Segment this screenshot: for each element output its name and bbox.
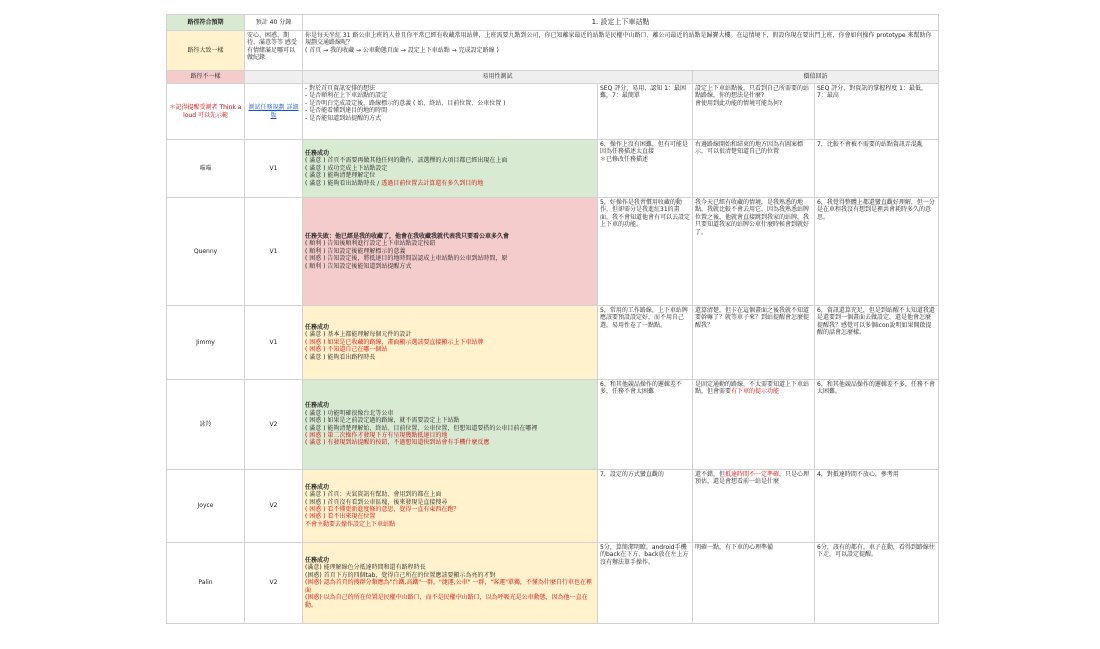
task-item: - 是否能看懂到達目的地的時間 — [305, 107, 388, 115]
seq2-answer: 6，資訊還算充足，但是到站醒不太知道我還是還要到一個畫面去做設定，還是他會怎麼提醒我？感覺可以多個icon說明如果開啟提醒的話會怎麼樣。 — [815, 306, 939, 380]
value-answer — [693, 140, 815, 198]
result-line-text: ( 滿意 ) 成功完成上下站點設定 — [305, 164, 388, 172]
prototype-version: V1 — [245, 140, 303, 198]
result-heading: 任務成功 — [305, 149, 330, 157]
path-different-label: 路徑不一樣 — [167, 71, 245, 84]
duration-cell: 預計 40 分鐘 — [245, 15, 303, 31]
result-line-text: ( 滿意 ) 首頁不需要再做其他任何的動作，該選擇的大項目都已經出現在上面 — [305, 157, 508, 165]
result-line-text: ( 困惑 ) 首頁沒有看到公車區塊，後來發現是直接搜尋 — [305, 498, 448, 506]
result-line-text: (滿意) 能理解綠色分抵達時間和還有路程時長 — [305, 564, 426, 572]
value-text: 右邊路線開始和結束的地方因為有圖案標示，可以很清楚知道自己的位置 — [695, 141, 804, 156]
result-line-text: ( 困惑 ) 不知道自己在哪一個站 — [305, 346, 388, 354]
result-line — [305, 491, 595, 498]
prototype-version: V1 — [245, 198, 303, 306]
value-text: 是固定通勤的路線，不太需要知道上下車站點，但會需要 — [695, 381, 810, 396]
result-line — [305, 521, 595, 528]
result-line-text: ( 滿意 ) 基本上都能理解每個元件的設計 — [305, 331, 412, 339]
result-line — [305, 410, 595, 417]
participant-row — [167, 306, 939, 380]
task-list — [303, 84, 598, 140]
seq2-question: SEQ 評分，對資訊的掌握程度 1：最低，7：最高 — [815, 84, 939, 140]
seq-answer: 5，好操作是我習慣用收藏的動作，但卻需分是我進紅31的畫面，我不會知道他會有可以去設定上下車的功能。 — [598, 198, 693, 306]
result-line-text: ( 滿意 ) 功能明確很像台北等公車 — [305, 409, 394, 417]
value-answer — [693, 543, 815, 624]
result-line — [305, 513, 595, 520]
result-line — [305, 346, 595, 353]
participant-row — [167, 198, 939, 306]
participant-name: Jimmy — [167, 306, 245, 380]
value-answer — [693, 470, 815, 543]
result-heading: 任務失敗：他已經是我的收藏了，他會在我收藏我就代表我只要看公車多久會 — [305, 232, 510, 240]
seq2-answer: 7，比較不會被不需要的站點資訊弄混亂 — [815, 140, 939, 198]
result-heading: 任務成功 — [305, 483, 330, 491]
result-line — [305, 255, 595, 262]
value-highlight: 抵達時間不一定準確 — [725, 471, 780, 478]
value-answer — [693, 380, 815, 470]
result-line-text: ( 困惑 ) 第二次操作才發現下方有呈現幾點抵達目的地 — [305, 431, 448, 439]
prototype-version: V2 — [245, 470, 303, 543]
task-result — [303, 198, 598, 306]
participant-name: Quenny — [167, 198, 245, 306]
task-item: - 是否順利在上下車站點的設定 — [305, 92, 388, 100]
result-line — [305, 594, 595, 609]
result-line — [305, 172, 595, 179]
seq-answer: 6，操作上沒有困難，但有可能是因為任務描述太直接 ＊已修改任務描述 — [598, 140, 693, 198]
participant-row — [167, 470, 939, 543]
seq2-answer: 6分，該有的都有。車子在動，看得到路線往下走，可以設定提醒。 — [815, 543, 939, 624]
value-text: 明確一點，有下車的心理準備 — [695, 544, 774, 551]
value-section-header: 價值回訪 — [693, 71, 939, 84]
test-plan-table — [166, 14, 939, 624]
result-line-text: ( 困惑 ) 如果是已收藏的路線，畫面顯示選該要直接顯示上下車站牌 — [305, 338, 484, 346]
result-line-text: (困惑) 首頁下方的四個tab，覺得自己所在的位置應該要顯示為亮的才對 — [305, 571, 496, 579]
result-line — [305, 579, 595, 594]
participant-row — [167, 543, 939, 624]
think-aloud-note: ＊記得提醒受測者 Think aloud 可以先示範 — [167, 84, 245, 140]
result-line-text: ( 滿意 ) 有發現到站提醒的按鈕，不過想知道快到站會有手機什麼反應 — [305, 439, 490, 447]
value-text-rest: ，只是心理預估，還是會想看前一站是什麼 — [695, 471, 810, 486]
seq-answer: 6，和其他競品操作的邏輯差不多，任務不會太困難 — [598, 380, 693, 470]
seq-answer: 5，常用的工作路線，上下車站牌應該要預設設定好，而不用自己選，易用性卷了一點點。 — [598, 306, 693, 380]
value-answer — [693, 198, 815, 306]
seq2-answer: 4，對抵達時間不放心，參考用 — [815, 470, 939, 543]
prototype-version: V2 — [245, 380, 303, 470]
result-line-text: ( 滿意 ) 能夠清楚理解定位 — [305, 172, 376, 180]
task-result — [303, 470, 598, 543]
value-answer — [693, 306, 815, 380]
emotion-note: 安心、困惑、期待、滿意等等 感受有情緒滿足哪可以做紀錄 — [245, 31, 303, 71]
task-title: 1. 設定上下車站點 — [303, 15, 939, 31]
participant-row — [167, 380, 939, 470]
result-line — [305, 499, 595, 506]
result-line — [305, 331, 595, 338]
value-highlight: 有下車的提示功能 — [731, 388, 780, 396]
result-line — [305, 564, 595, 571]
task-item: - 是否能知道到站提醒的方式 — [305, 114, 382, 122]
prototype-version: V2 — [245, 543, 303, 624]
result-line-text: ( 困惑 ) 看不出來現在位置 — [305, 513, 376, 521]
result-line-text: ( 滿意 ) 能夠看出站點時長 / — [305, 179, 382, 187]
result-line — [305, 180, 595, 187]
task-result — [303, 140, 598, 198]
result-line-text: ( 順利 ) 告知設定後能理解標示的意義 — [305, 247, 406, 255]
task-result — [303, 543, 598, 624]
task-result — [303, 380, 598, 470]
result-heading: 任務成功 — [305, 402, 330, 410]
usability-section-header: 易用性測試 — [303, 71, 693, 84]
result-line-text: 不會主動要去操作設定上下車站點 — [305, 520, 396, 528]
seq-question: SEQ 評分，易用，認知 1：最困難，7：最簡單 — [598, 84, 693, 140]
seq-answer: 7，設定的方式蠻直觀的 — [598, 470, 693, 543]
participant-name: 喵喵 — [167, 140, 245, 198]
result-line — [305, 240, 595, 247]
result-line-text: (困惑) 以為自己的所在位置是民權中山路口，而不是民權中山路口，以為呼吸光是公車動態，因為他一直在動。 — [305, 594, 588, 609]
result-line-text: ( 困惑 ) 看不懂更新進度條的意思，覺得一直有東西在跑？ — [305, 506, 460, 513]
participant-name: Joyce — [167, 470, 245, 543]
result-line — [305, 354, 595, 361]
task-plan-link[interactable]: 測試任務規劃 詳細版 — [248, 104, 299, 119]
path-similar-label: 路徑大致一樣 — [167, 31, 245, 71]
task-item: - 是否明白完成設定後，路線標示的意義 ( 始、終站、目前位置、公車位置 ) — [305, 99, 506, 107]
participant-row — [167, 140, 939, 198]
result-line-text: ( 順利 ) 告知設定後能知道到站提醒方式 — [305, 262, 412, 270]
seq2-answer: 6，和其他競品操作的邏輯差不多，任務不會太困難。 — [815, 380, 939, 470]
value-text: 我今天已經有收藏的情境，是我熟悉的地點，我就比較不會去用它，因為我熟悉站牌位置之後，他就會直接跳到我家的站牌，我只要知道我家的站牌公車什麼時候會到就好了。 — [695, 199, 810, 236]
path-expected-label: 路徑符合預期 — [167, 15, 245, 31]
value-text: 還不錯，但 — [695, 471, 726, 478]
result-line — [305, 157, 595, 164]
result-line-text: ( 順利 ) 告知後順利進行設定上下車站點設定按鈕 — [305, 240, 436, 248]
seq2-answer: 6，我覺得整體上都還蠻直觀好理解，但一分是在車程我沒有想到是裡共會耗時多久的意思。 — [815, 198, 939, 306]
task-result — [303, 306, 598, 380]
seq-answer: 5分，算簡潔明瞭。android手機的back在下方，back放在左上方沒有辦法單手操作。 — [598, 543, 693, 624]
value-text: 還算清楚，但卡在這個畫面之後我就不知道要幹嘛了？就等車子來？到站提醒會怎麼提醒我？ — [695, 307, 810, 329]
result-line-highlight: 透過目前位置去計算還有多久到目的地 — [381, 179, 484, 187]
result-line-text: ( 困惑 ) 如果是之前設定過的路線，就不需要設定上下站點 — [305, 417, 460, 425]
result-line-text: ( 困惑 ) 告知設定後，將抵達目的地時間誤認成上車站點的公車到站時間，原 — [305, 255, 508, 263]
result-heading: 任務成功 — [305, 323, 330, 331]
result-line-text: ( 滿意 ) 能夠清楚理解始、終站、目前位置、公車位置，但想知道要搭的公車目前在哪裡 — [305, 424, 538, 432]
result-line-text: ( 滿意 ) 首頁：天氣資訊有幫助、會用到的都在上面 — [305, 491, 442, 499]
result-line — [305, 425, 595, 432]
result-line — [305, 439, 595, 446]
result-line — [305, 263, 595, 270]
participant-name: Palin — [167, 543, 245, 624]
result-line-text: (困惑) 認為首頁的搜群分類應為"台鐵,高鐵"一群，"捷運,公車" 一群，"客運"單獨，不懂為什麼自行車也在裡面 — [305, 579, 592, 594]
prototype-version: V1 — [245, 306, 303, 380]
task-item: - 對於首頁資訊安排的想法 — [305, 85, 376, 92]
result-heading: 任務成功 — [305, 557, 330, 565]
result-line-text: ( 滿意 ) 能夠看出路程時長 — [305, 353, 376, 361]
participant-name: 詠羚 — [167, 380, 245, 470]
value-question: 設定上下車站點後，只看到自己所需要的站點路線，你的想法是什麼? 會使用到此功能的情境可能為何? — [693, 84, 815, 140]
result-line — [305, 417, 595, 424]
scenario-text: 你是每天坐紅 31 路公車上班的人並且你平常已經有收藏常用站牌，上班需要九點到公司，你已知離家最近的站點是民權中山路口、離公司最近的站點是歸寶大樓。在這情境下，假設你現在要出門上班，你會如何操作 prototype 來幫助你規劃交通路線呢？ ( 首頁 → 我的收藏 → 公車動態頁面 → 設定上下車站點 → 完成設定路線 ) — [303, 31, 939, 71]
